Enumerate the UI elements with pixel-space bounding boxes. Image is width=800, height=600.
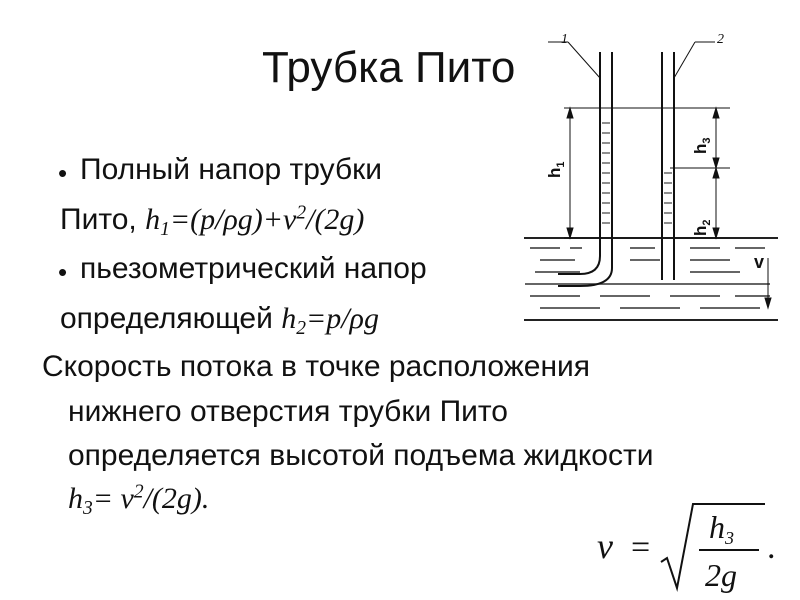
formula-numerator: h3 bbox=[709, 509, 734, 548]
formula-period: . bbox=[767, 529, 776, 566]
bullet-1-text: Полный напор трубки bbox=[80, 153, 383, 186]
paragraph-line-1: Скорость потока в точке расположения bbox=[42, 350, 591, 383]
svg-text:h1: $h_1$ bbox=[545, 161, 567, 178]
paragraph-line-2: нижнего отверстия трубки Пито bbox=[68, 395, 508, 428]
line2-prefix: Пито, bbox=[60, 203, 146, 236]
tube1-label: 1 bbox=[561, 32, 568, 47]
bullet-dot-1: • bbox=[58, 158, 68, 188]
svg-text:h2: $h_2$ bbox=[691, 219, 713, 236]
formula-denominator: 2g bbox=[705, 557, 737, 593]
paragraph-line-3: определяется высотой подъема жидкости bbox=[68, 439, 654, 472]
pitot-tube-diagram bbox=[520, 28, 782, 326]
formula-lhs: v bbox=[597, 526, 613, 566]
bullet-2-text: пьезометрический напор bbox=[80, 252, 427, 285]
formula-equals: = bbox=[631, 529, 651, 566]
velocity-label: v bbox=[754, 252, 765, 272]
velocity-formula bbox=[595, 500, 795, 595]
line4-prefix: определяющей bbox=[60, 302, 282, 335]
svg-text:h3: $h_3$ bbox=[691, 137, 713, 154]
h3-formula: $h_3= v^2/(2g)$. bbox=[68, 481, 210, 519]
h2-formula-line bbox=[60, 302, 379, 339]
h1-formula: $h_1=(p/\rho g)+v^2/(2g)$ bbox=[145, 202, 365, 240]
h2-formula: $h_2=p/\rho g$ bbox=[281, 302, 379, 339]
slide-title: Трубка Пито bbox=[262, 43, 516, 92]
tube2-label: 2 bbox=[717, 32, 724, 47]
h1-formula-line bbox=[60, 202, 365, 240]
bullet-dot-2: • bbox=[58, 257, 68, 287]
